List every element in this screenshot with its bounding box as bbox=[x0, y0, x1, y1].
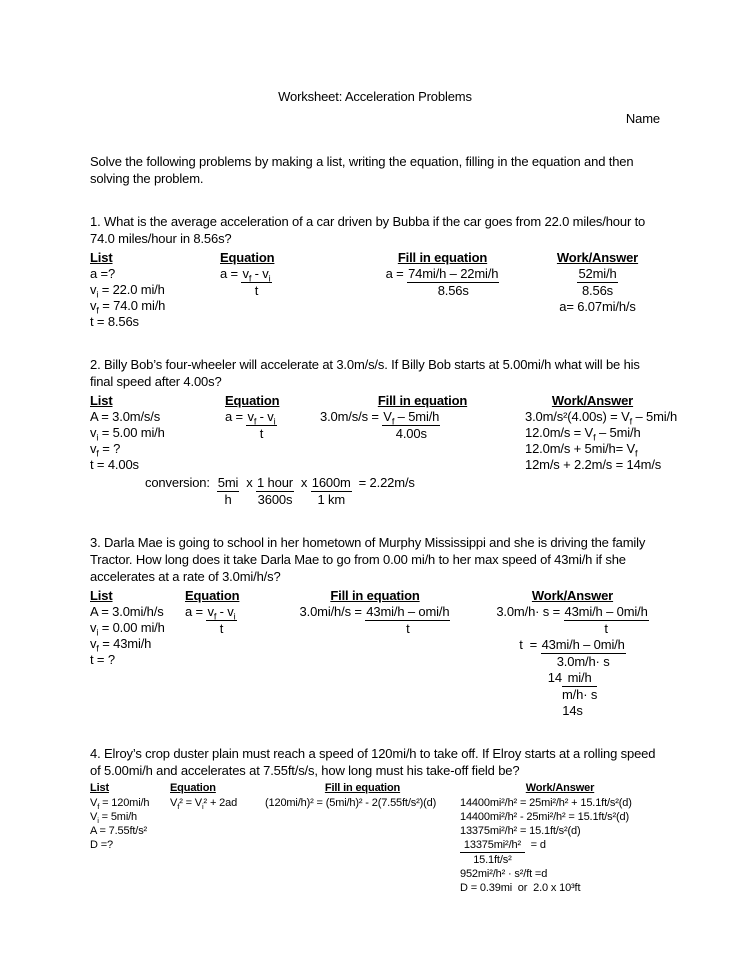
column-header: Work/Answer bbox=[551, 393, 634, 408]
problem-statement: 2. Billy Bob’s four-wheeler will accelerate at 3.0m/s/s. If Billy Bob starts at 5.00mi/h what will be his final speed after 4.00s? bbox=[90, 357, 640, 389]
column-line: A = 3.0m/s/s bbox=[90, 409, 161, 424]
column-header: Fill in equation bbox=[324, 782, 401, 794]
fraction: $\frac{\text{13375mi²/h²}}{\text{15.1ft/s²}}$ bbox=[461, 839, 524, 866]
column-line: 14400mi²/h² - 25mi²/h² = 15.1ft/s²(d) bbox=[460, 811, 629, 823]
column-list bbox=[90, 392, 225, 473]
problem-columns bbox=[90, 392, 678, 473]
problem-statement: 1. What is the average acceleration of a car driven by Bubba if the car goes from 22.0 miles/hour to 74.0 miles/hour in 8.56s? bbox=[90, 214, 646, 246]
column-line: $V_f = 120mi/h$ bbox=[90, 797, 150, 812]
column-equation bbox=[185, 587, 270, 637]
column-line: 3.0mi/h/s = $\frac{\text{43mi/h – omi/h}}{t}$ bbox=[299, 604, 450, 636]
column-line: $v_f = 74.0$ mi/h bbox=[90, 298, 166, 316]
column-list bbox=[90, 587, 185, 668]
column-list bbox=[90, 781, 170, 852]
column-line: a = $\frac{v_f - v_i}{t}$ bbox=[185, 604, 236, 636]
column-line: $\frac{\text{13375mi²/h²}}{\text{15.1ft/s²}}$ = d bbox=[461, 839, 546, 866]
column-line: t = $\frac{43mi/h - 0mi/h}{3.0m/h\cdot s}$ bbox=[519, 637, 625, 669]
column-line: a = $\frac{v_f - v_i}{t}$ bbox=[225, 409, 276, 441]
fraction: $\frac{v_f - v_i}{t}$ bbox=[207, 604, 236, 636]
column-line: 12m/s + 2.2m/s = 14m/s bbox=[525, 457, 662, 472]
column-fill-in-equation bbox=[270, 587, 480, 637]
column-equation bbox=[225, 392, 320, 442]
fraction: $\frac{v_f - v_i}{t}$ bbox=[247, 409, 276, 441]
column-header: List bbox=[90, 250, 113, 265]
column-header: List bbox=[90, 393, 113, 408]
column-work-answer bbox=[460, 781, 660, 895]
column-line: $V_i = 5mi/h$ bbox=[90, 811, 137, 826]
column-fill-in-equation bbox=[265, 781, 460, 810]
column-line: a =? bbox=[90, 266, 116, 281]
column-line: $3.0m/s^2(4.00s) = V_f - 5mi/h$ bbox=[525, 409, 678, 427]
column-line: A = 3.0mi/h/s bbox=[90, 604, 164, 619]
column-header: Work/Answer bbox=[525, 782, 595, 794]
problem-4 bbox=[90, 745, 660, 895]
instructions: Solve the following problems by making a list, writing the equation, filling in the equation and then solving the problem. bbox=[90, 154, 634, 186]
column-line: $v_f = 43mi/h$ bbox=[90, 636, 152, 654]
fraction: $\frac{v_f - v_i}{t}$ bbox=[242, 266, 271, 298]
column-line: D = 0.39mi or 2.0 x 10³ft bbox=[460, 882, 581, 894]
column-header: Fill in equation bbox=[330, 588, 420, 603]
column-fill-in-equation bbox=[350, 249, 535, 299]
column-line: t = ? bbox=[90, 652, 115, 667]
fraction: $\frac{5mi}{h}$ bbox=[217, 475, 239, 507]
column-header: Fill in equation bbox=[377, 393, 468, 408]
problem-columns bbox=[90, 249, 660, 330]
column-line: A = 7.55ft/s² bbox=[90, 825, 148, 837]
problems-container bbox=[90, 213, 678, 895]
fraction: $\frac{V_f - 5mi/h}{4.00s}$ bbox=[383, 409, 440, 441]
column-line: t = 4.00s bbox=[90, 457, 139, 472]
fraction: $\frac{mi/h}{m/h\cdot s}$ bbox=[561, 670, 598, 702]
problem-3 bbox=[90, 534, 660, 719]
column-line: t = 8.56s bbox=[90, 314, 139, 329]
column-list bbox=[90, 249, 220, 330]
column-work-answer bbox=[525, 392, 678, 473]
fraction: $\frac{\text{43mi/h – omi/h}}{t}$ bbox=[366, 604, 450, 636]
column-line: $V_f^2 = V_i^2 + 2ad$ bbox=[170, 797, 238, 812]
column-line: $12.0m/s + 5mi/h= V_f$ bbox=[525, 441, 638, 459]
column-header: Equation bbox=[220, 250, 275, 265]
column-work-answer bbox=[480, 587, 665, 719]
problem-1 bbox=[90, 213, 660, 330]
column-line: 952mi²/h² · s²/ft =d bbox=[460, 868, 548, 880]
column-header: Work/Answer bbox=[531, 588, 614, 603]
column-header: Equation bbox=[185, 588, 240, 603]
column-line: a = $\frac{v_f - v_i}{t}$ bbox=[220, 266, 271, 298]
column-line bbox=[535, 266, 660, 299]
problem-2 bbox=[90, 356, 678, 508]
column-fill-in-equation bbox=[320, 392, 525, 442]
column-header: Fill in equation bbox=[397, 250, 488, 265]
problem-columns bbox=[90, 781, 660, 895]
column-line: 13375mi²/h² = 15.1ft/s²(d) bbox=[460, 825, 581, 837]
column-line: 14s bbox=[562, 703, 583, 718]
column-equation bbox=[220, 249, 350, 299]
column-header: List bbox=[90, 782, 109, 794]
column-header: Equation bbox=[225, 393, 280, 408]
column-line: $v_i = 0.00$ mi/h bbox=[90, 620, 165, 638]
column-line: a= 6.07mi/h/s bbox=[559, 299, 636, 314]
fraction: $\frac{43mi/h - 0mi/h}{t}$ bbox=[564, 604, 648, 636]
column-line: 3.0m/s/s = $\frac{V_f - 5mi/h}{4.00s}$ bbox=[320, 409, 440, 441]
conversion-line: conversion: $\frac{5mi}{h}$ x $\frac{\text{1 hour}}{3600s}$ x $\frac{1600m}{1 km}$ = 2.22m/s bbox=[145, 475, 415, 507]
column-header: Work/Answer bbox=[556, 250, 639, 265]
fraction: $\frac{52mi/h}{8.56s}$ bbox=[578, 266, 617, 298]
column-equation bbox=[170, 781, 265, 810]
column-line: 3.0m/h· s = $\frac{43mi/h - 0mi/h}{t}$ bbox=[496, 604, 648, 636]
column-line: $v_i = 22.0$ mi/h bbox=[90, 282, 165, 300]
column-line: $v_f$ = ? bbox=[90, 441, 121, 459]
fraction: $\frac{1600m}{1 km}$ bbox=[311, 475, 351, 507]
column-line: (120mi/h)² = (5mi/h)² - 2(7.55ft/s²)(d) bbox=[265, 797, 437, 809]
problem-statement: 4. Elroy’s crop duster plain must reach a speed of 120mi/h to take off. If Elroy starts at a rolling speed of 5.00mi/h and accelerates at 7.55ft/s/s, how long must his take-off field be? bbox=[90, 746, 656, 778]
problem-columns bbox=[90, 587, 660, 719]
worksheet-title: Worksheet: Acceleration Problems bbox=[278, 89, 472, 104]
fraction: $\frac{\text{1 hour}}{3600s}$ bbox=[257, 475, 293, 507]
name-label: Name bbox=[625, 111, 660, 126]
column-line: D =? bbox=[90, 839, 113, 851]
column-line: $v_i = 5.00$ mi/h bbox=[90, 425, 165, 443]
column-work-answer bbox=[535, 249, 660, 315]
fraction: $\frac{43mi/h - 0mi/h}{3.0m/h\cdot s}$ bbox=[541, 637, 625, 669]
column-line: $12.0m/s = V_f - 5mi/h$ bbox=[525, 425, 641, 443]
column-line: a = $\frac{74mi/h - 22mi/h}{8.56s}$ bbox=[385, 266, 499, 298]
problem-statement: 3. Darla Mae is going to school in her hometown of Murphy Mississippi and she is driving the family Tractor. How long does it take Darla Mae to go from 0.00 mi/h to her max speed of 43mi/h if she accelerates at a rate of 3.0mi/h/s? bbox=[90, 535, 646, 584]
column-header: Equation bbox=[170, 782, 216, 794]
column-header: List bbox=[90, 588, 113, 603]
fraction: $\frac{74mi/h - 22mi/h}{8.56s}$ bbox=[408, 266, 499, 298]
column-line: 14400mi²/h² = 25mi²/h² + 15.1ft/s²(d) bbox=[460, 797, 632, 809]
column-line: 14 $\frac{mi/h}{m/h\cdot s}$ bbox=[547, 670, 598, 702]
